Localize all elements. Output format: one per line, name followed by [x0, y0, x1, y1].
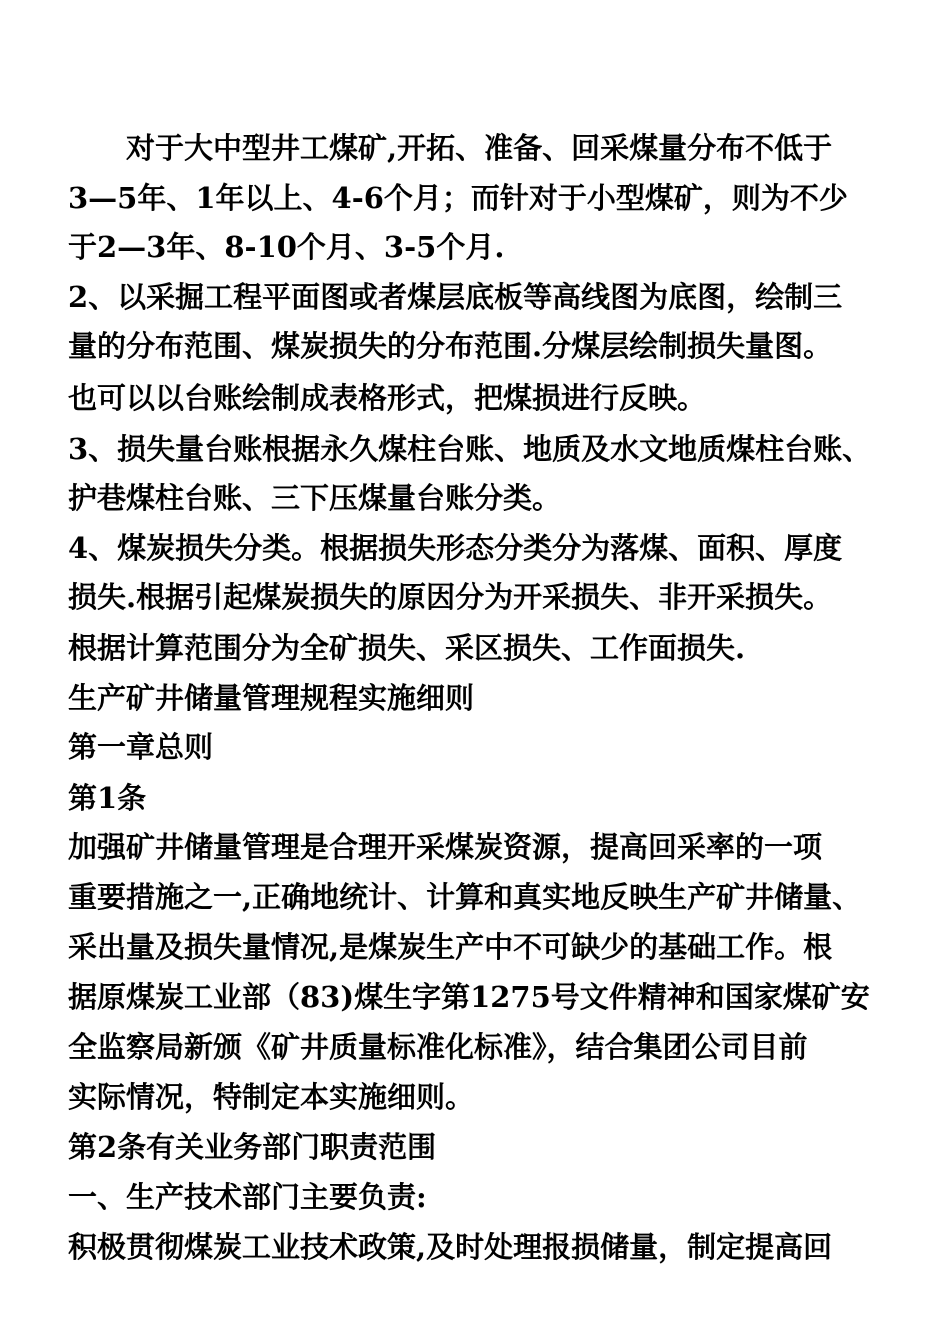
- paragraph-line: 积极贯彻煤炭工业技术政策,及时处理报损储量，制定提高回: [68, 1230, 833, 1264]
- paragraph-line: 损失.根据引起煤炭损失的原因分为开采损失、非开采损失。: [68, 580, 833, 614]
- paragraph-line: 对于大中型井工煤矿,开拓、准备、回采煤量分布不低于: [126, 131, 833, 165]
- paragraph-line: 3—5年、1年以上、4-6个月；而针对于小型煤矿，则为不少: [68, 181, 848, 215]
- paragraph-line: 于2—3年、8-10个月、3-5个月.: [68, 230, 505, 264]
- paragraph-line: 实际情况，特制定本实施细则。: [68, 1080, 475, 1114]
- chapter-heading: 第一章总则: [68, 730, 214, 764]
- paragraph-line: 采出量及损失量情况,是煤炭生产中不可缺少的基础工作。根: [68, 930, 833, 964]
- article-heading: 第2条有关业务部门职责范围: [68, 1130, 437, 1164]
- paragraph-line: 重要措施之一,正确地统计、计算和真实地反映生产矿井储量、: [68, 880, 862, 914]
- paragraph-line: 护巷煤柱台账、三下压煤量台账分类。: [68, 481, 562, 515]
- section-title: 生产矿井储量管理规程实施细则: [68, 681, 475, 715]
- subsection-heading: 一、生产技术部门主要负责:: [68, 1180, 427, 1214]
- paragraph-line: 据原煤炭工业部（83)煤生字第1275号文件精神和国家煤矿安: [68, 980, 870, 1014]
- paragraph-line: 也可以以台账绘制成表格形式，把煤损进行反映。: [68, 381, 707, 415]
- paragraph-line: 2、以采掘工程平面图或者煤层底板等高线图为底图，绘制三: [68, 280, 843, 314]
- paragraph-line: 量的分布范围、煤炭损失的分布范围.分煤层绘制损失量图。: [68, 329, 833, 363]
- paragraph-line: 3、损失量台账根据永久煤柱台账、地质及水文地质煤柱台账、: [68, 432, 872, 466]
- article-heading: 第1条: [68, 781, 147, 815]
- paragraph-line: 加强矿井储量管理是合理开采煤炭资源，提高回采率的一项: [68, 830, 823, 864]
- paragraph-line: 4、煤炭损失分类。根据损失形态分类分为落煤、面积、厚度: [68, 531, 843, 565]
- paragraph-line: 根据计算范围分为全矿损失、采区损失、工作面损失.: [68, 631, 746, 665]
- paragraph-line: 全监察局新颁《矿井质量标准化标准》，结合集团公司目前: [68, 1030, 808, 1064]
